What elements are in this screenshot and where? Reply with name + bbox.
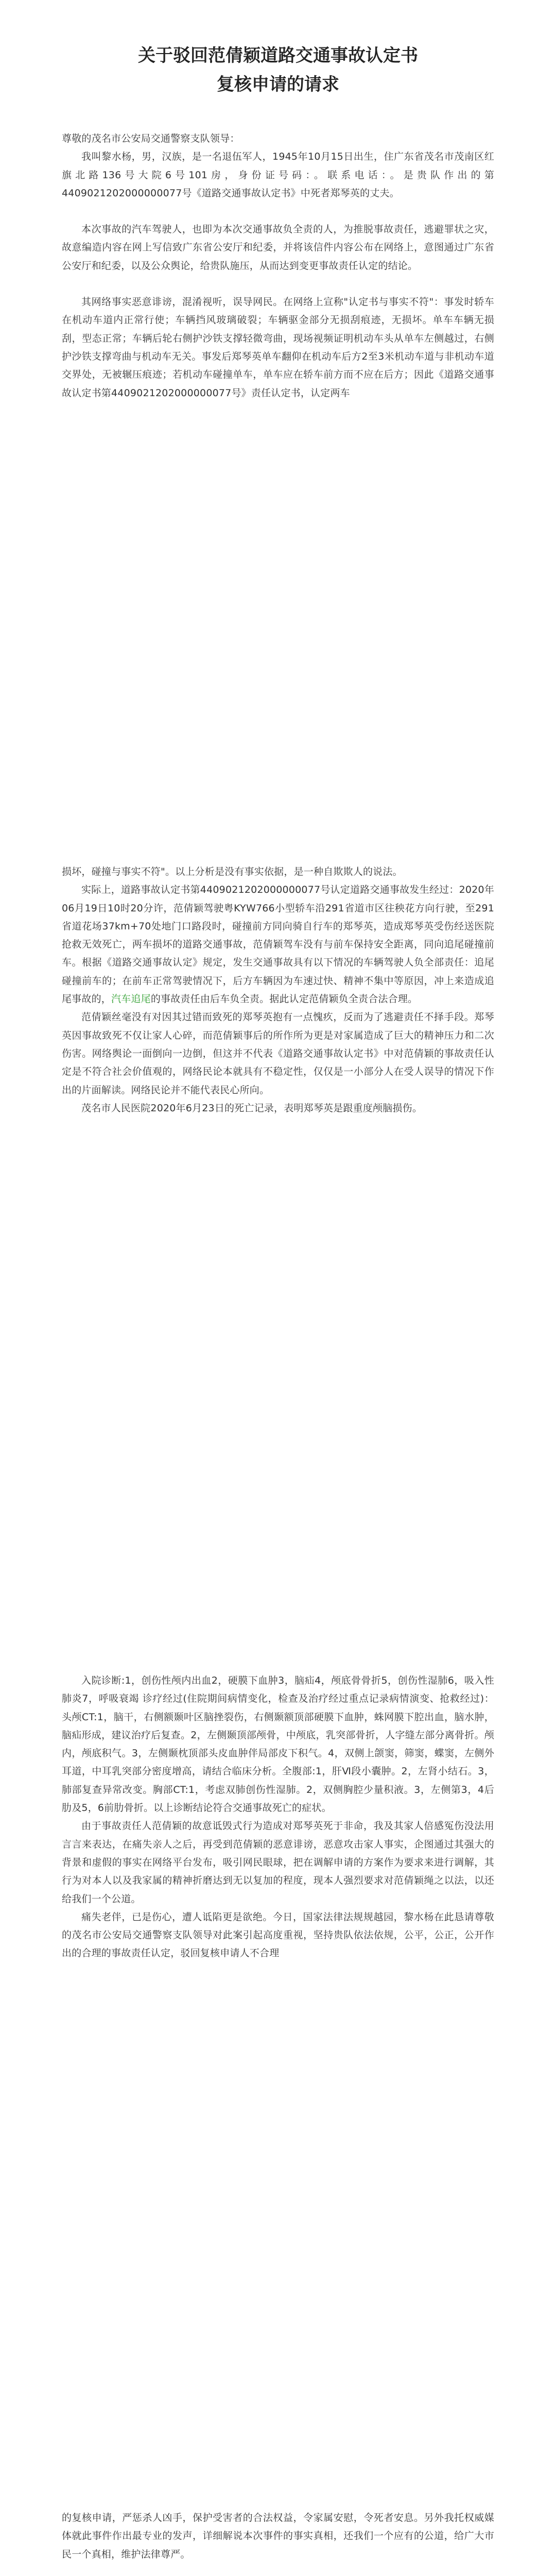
fact-paragraph — [62, 881, 494, 1008]
plea-paragraph: 痛失老伴，已是伤心，遭人诋陷更是欲绝。今日，国家法律法规规越园，黎水杨在此恳请尊敬的茂名市公安局交通警察支队领导对此案引起高度重视，坚持贵队依法依规，公平，公正，公开作出的合理的事故责任认定，驳回复核申请人不合理 — [62, 1911, 494, 1959]
medical-record-paragraph: 入院诊断:1，创伤性颅内出血2，硬膜下血肿3，脑疝4，颅底骨骨折5，创伤性湿肺6，吸入性肺炎7，呼吸衰竭 诊疗经过(住院期间病情变化，检查及治疗经过重点记录病情演变、抢救经过)：头颅CT:1，脑干，右侧额颞叶区脑挫裂伤，右侧颞额顶部硬膜下血肿，蛛网膜下腔出血，脑水肿，脑疝形成，建议治疗后复查。2，左侧颞顶部颅骨，中颅底，乳突部骨折，人字缝左部分离骨折。颅内，颅底积气。3，左侧颞枕顶部头皮血肿伴局部皮下积气。4，双侧上颌窦，筛窦，蝶窦，左侧外耳道，中耳乳突部分密度增高，请结合临床分析。全腹部:1，肝Ⅵ段小囊肿。2，左肾小结石。3，肺部复查异常改变。胸部CT:1，考虑双肺创伤性湿肺。2，双侧胸腔少量积液。3，左侧第3，4后肋及5，6前肋骨折。以上诊断结论符合交通事故死亡的症状。 — [62, 1675, 494, 1814]
continuation-paragraph: 损坏，碰撞与事实不符"。以上分析是没有事实依据，是一种自欺欺人的说法。 — [62, 866, 403, 877]
car-rear-end-link[interactable]: 汽车追尾 — [111, 993, 151, 1005]
intro-paragraph — [62, 148, 494, 202]
salutation: 尊敬的茂名市公安局交通警察支队领导： — [62, 133, 240, 144]
document-section-4 — [0, 2509, 556, 2576]
title-line-1: 关于驳回范倩颖道路交通事故认定书 — [138, 45, 418, 66]
final-paragraph: 的复核申请，严惩杀人凶手，保护受害者的合法权益，令家属安慰，令死者安息。另外我托权威媒体就此事件作出最专业的发声，详细解说本次事件的事实真相，还我们一个应有的公道，给广大市民一个真相，维护法律尊严。 — [62, 2512, 494, 2560]
fact-text-end: 的事故责任由后车负全责。据此认定范倩颖负全责合法合理。 — [150, 993, 418, 1005]
misconduct-paragraph: 范倩颖丝毫没有对因其过错而致死的郑琴英抱有一点愧疚，反而为了逃避责任不择手段。郑琴英因事故致死不仅让家人心碎，而范倩颖事后的所作所为更是对家属造成了巨大的精神压力和二次伤害。网络舆论一面倒向一边倒，但这并不代表《道路交通事故认定书》中对范倩颖的事故责任认定是不符合社会价值观的，网络民论本就具有不稳定性，仅仅是一小部分人在受人误导的情况下作出的片面解读。网络民论并不能代表民心所向。 — [62, 1011, 494, 1096]
intro-part-2: 。联系电话： — [314, 169, 390, 181]
facts-paragraph: 由于事故责任人范倩颖的故意诋毁式行为造成对郑琴英死于非命，我及其家人倍感冤伤没法用言言来表达，在痛失亲人之后，再受到范倩颖的恶意诽谤，恶意攻击家人事实，企图通过其强大的背景和虚假的事实在网络平台发布，吸引网民眼球，把在调解申请的方案作为要求来进行调解，其行为对本人以及我家属的精神折磨达到无以复加的程度，现本人强烈要求对范倩颖绳之以法，以还给我们一个公道。 — [62, 1820, 494, 1905]
title-line-2: 复核申请的请求 — [217, 74, 339, 95]
document-section-1 — [0, 41, 556, 402]
intro-part-3: 。是贵队作出的第4409021202000000077号《道路交通事故认定书》中死者郑琴英的丈夫。 — [62, 169, 494, 199]
document-title — [62, 41, 494, 99]
document-section-3 — [0, 1672, 556, 1963]
document-section-2 — [0, 863, 556, 1117]
fabrication-paragraph: 其网络事实恶意诽谤，混淆视听，误导网民。在网络上宣称"认定书与事实不符"：事发时轿车在机动车道内正常行使；车辆挡风玻璃破裂；车辆驱金部分无损刮痕迹，无损坏。单车车辆无损刮，型态正常；车辆后轮右侧护沙铁支撑轻微弯曲，现场视频证明机动车头从单车左侧越过，右侧护沙铁支撑弯曲与机动车无关。事发后郑琴英单车翻仰在机动车后方2至3米机动车道与非机动车道交界处，无被辗压痕迹；若机动车碰撞单车，单车应在轿车前方而不应在后方；因此《道路交通事故认定书第4409021202000000077号》责任认定书，认定两车 — [62, 296, 494, 399]
fact-text: 实际上，道路事故认定书第4409021202000000077号认定道路交通事故发生经过：2020年06月19日10时20分许，范倩颖驾驶粤KYW766小型轿车沿291省道市区往秧花方向行驶，至291省道花场37km+70处地门口路段时，碰撞前方同向骑自行车的郑琴英，造成郑琴英受伤经送医院抢救无效死亡，两车损坏的道路交通事故，范倩颖驾车没有与前车保持安全距离，同向追尾碰撞前车。根据《道路交通事故认定》规定，发生交通事故具有以下情况的车辆驾驶人负全部责任：追尾碰撞前车的；在前车正常驾驶情况下，后方车辆因为车速过快、精神不集中等原因，冲上来造成追尾事故的， — [62, 884, 494, 1005]
intro-part-1: 我叫黎水杨，男，汉族，是一名退伍军人，1945年10月15日出生，住广东省茂名市茂南区红旗北路136号大院6号101房，身份证号码： — [62, 151, 494, 181]
hospital-paragraph: 茂名市人民医院2020年6月23日的死亡记录，表明郑琴英是跟重度颅脑损伤。 — [81, 1102, 423, 1114]
driver-paragraph: 本次事故的汽车驾驶人，也即为本次交通事故负全责的人，为推脱事故责任，逃避罪状之灾，故意编造内容在网上写信致广东省公安厅和纪委，并将该信件内容公布在网络上，意图通过广东省公安厅和纪委，以及公众舆论，给贵队施压，从而达到变更事故责任认定的结论。 — [62, 224, 494, 272]
